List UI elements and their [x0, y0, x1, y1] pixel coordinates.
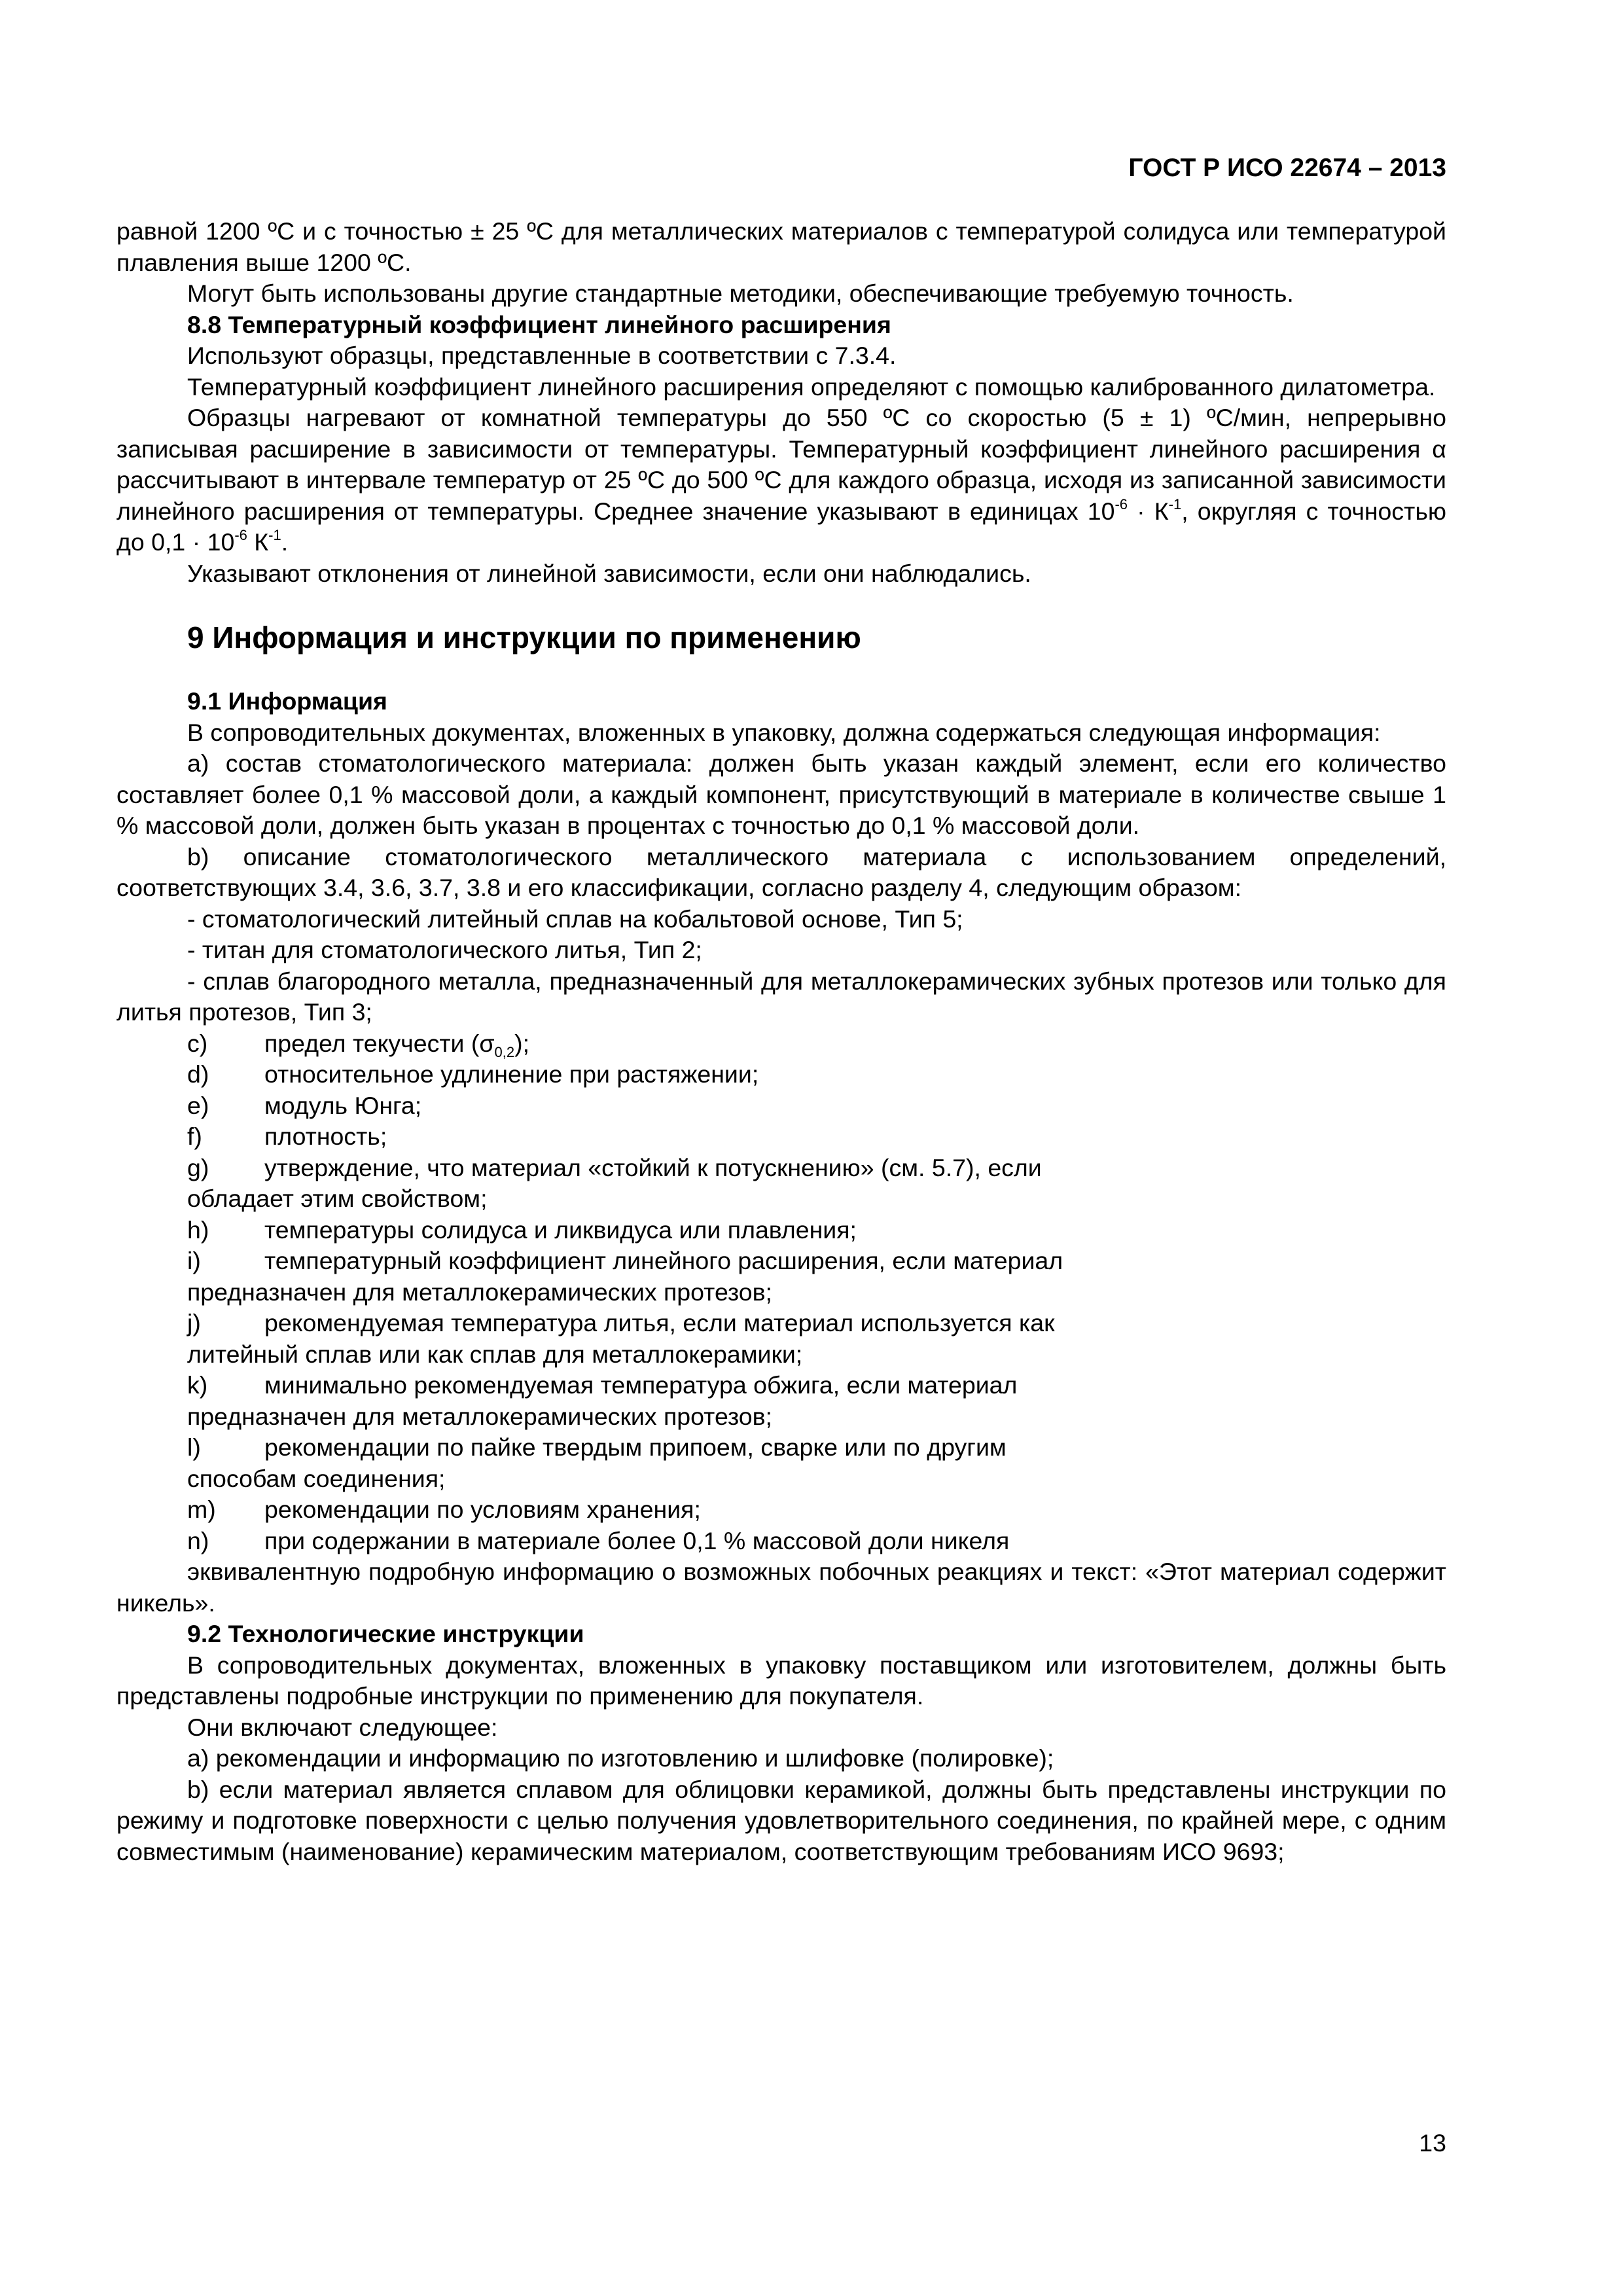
- paragraph: b) если материал является сплавом для облицовки керамикой, должны быть представлены инструкции по режиму и подготовке поверхности с целью получения удовлетворительного соединения, по крайней мере, с одним совместимым (наименование) керамическим материалом, соответствующим требованиям ИСО 9693;: [116, 1775, 1446, 1865]
- list-marker: g): [187, 1153, 209, 1181]
- list-item-l: [116, 1432, 1446, 1463]
- paragraph: Температурный коэффициент линейного расширения определяют с помощью калиброванного дилатометра.: [187, 372, 1436, 401]
- text-run: , округляя с точностью до 0,1 · 10: [116, 497, 1447, 556]
- list-text: рекомендуемая температура литья, если материал используется как: [264, 1309, 1055, 1336]
- paragraph: В сопроводительных документах, вложенных в упаковку поставщиком или изготовителем, должны быть представлены подробные инструкции по применению для покупателя.: [116, 1651, 1446, 1710]
- superscript: -1: [268, 527, 281, 543]
- dash-item: - стоматологический литейный сплав на кобальтовой основе, Тип 5;: [187, 905, 963, 933]
- list-text: рекомендации по пайке твердым припоем, сварке или по другим: [264, 1433, 1007, 1461]
- dash-item: - сплав благородного металла, предназначенный для металлокерамических зубных протезов или только для литья протезов, Тип 3;: [116, 967, 1446, 1026]
- list-continuation: обладает этим свойством;: [187, 1185, 488, 1212]
- list-continuation: эквивалентную подробную информацию о возможных побочных реакциях и текст: «Этот материал содержит никель».: [116, 1558, 1446, 1617]
- paragraph-thermal-expansion: [116, 403, 1446, 558]
- superscript: -6: [1115, 495, 1128, 512]
- list-item-a: a) состав стоматологического материала: должен быть указан каждый элемент, если его количество составляет более 0,1 % массовой доли, а каждый компонент, присутствующий в материале в количестве свыше 1 % массовой доли, должен быть указан в процентах с точностью до 0,1 % массовой доли.: [116, 749, 1446, 839]
- subsection-heading-8-8: 8.8 Температурный коэффициент линейного расширения: [187, 310, 891, 338]
- list-item-b: b) описание стоматологического металлического материала с использованием определений, соответствующих 3.4, 3.6, 3.7, 3.8 и его классификации, согласно разделу 4, следующим образом:: [116, 842, 1446, 901]
- list-text: [264, 1028, 529, 1060]
- page-number: 13: [1419, 2129, 1446, 2157]
- list-item-i: [116, 1246, 1446, 1277]
- text-run: Образцы нагревают от комнатной температуры до 550 ºС со скоростью (5 ± 1) ºС/мин, непрерывно записывая расширение в зависимости от температуры. Температурный коэффициент линейного расширения α рассчитывают в интервале температур от 25 ºС до 500 ºС для каждого образца, исходя из записанной зависимости линейного расширения от температуры. Среднее значение указывают в единицах 10: [116, 404, 1446, 525]
- section-heading-9: 9 Информация и инструкции по применению: [187, 620, 861, 655]
- list-text: относительное удлинение при растяжении;: [264, 1060, 759, 1088]
- text-run: .: [281, 528, 289, 556]
- list-marker: e): [187, 1091, 209, 1119]
- list-item-c: [116, 1028, 1446, 1060]
- text-run: · К: [1128, 497, 1169, 525]
- list-text: модуль Юнга;: [264, 1091, 422, 1119]
- list-continuation: предназначен для металлокерамических протезов;: [187, 1278, 772, 1306]
- paragraph: Используют образцы, представленные в соответствии с 7.3.4.: [187, 342, 897, 369]
- dash-item: - титан для стоматологического литья, Тип 2;: [187, 936, 702, 963]
- subsection-heading-9-2: 9.2 Технологические инструкции: [187, 1620, 584, 1647]
- paragraph: В сопроводительных документах, вложенных в упаковку, должна содержаться следующая информация:: [187, 718, 1381, 746]
- list-item-k: [116, 1370, 1446, 1401]
- list-text: при содержании в материале более 0,1 % массовой доли никеля: [264, 1526, 1010, 1554]
- list-marker: c): [187, 1029, 208, 1057]
- list-continuation: способам соединения;: [187, 1464, 446, 1492]
- list-item-e: [116, 1090, 1446, 1122]
- superscript: -6: [234, 527, 247, 543]
- superscript: -1: [1168, 495, 1182, 512]
- list-marker: l): [187, 1433, 201, 1461]
- list-marker: m): [187, 1496, 216, 1523]
- paragraph: равной 1200 ºС и с точностью ± 25 ºС для металлических материалов с температурой солидуса или температурой плавления выше 1200 ºС.: [116, 217, 1446, 276]
- paragraph: Указывают отклонения от линейной зависимости, если они наблюдались.: [187, 559, 1031, 587]
- list-marker: f): [187, 1122, 202, 1150]
- list-marker: k): [187, 1371, 208, 1399]
- subscript: 0,2: [494, 1043, 515, 1060]
- text-run: );: [514, 1029, 530, 1057]
- list-marker: d): [187, 1060, 209, 1088]
- paragraph: Могут быть использованы другие стандартные методики, обеспечивающие требуемую точность.: [187, 279, 1294, 307]
- list-text: температуры солидуса и ликвидуса или плавления;: [264, 1215, 857, 1244]
- subsection-heading-9-1: 9.1 Информация: [187, 687, 387, 715]
- list-item-j: [116, 1308, 1446, 1339]
- list-item-g: [116, 1153, 1446, 1184]
- list-marker: n): [187, 1526, 209, 1554]
- paragraph: а) рекомендации и информацию по изготовлению и шлифовке (полировке);: [187, 1744, 1054, 1772]
- list-marker: h): [187, 1215, 209, 1244]
- list-item-h: [116, 1215, 1446, 1246]
- document-header: ГОСТ Р ИСО 22674 – 2013: [1128, 154, 1446, 182]
- document-body: [116, 216, 1446, 1867]
- list-item-f: [116, 1121, 1446, 1153]
- list-item-d: [116, 1059, 1446, 1090]
- list-text: плотность;: [264, 1122, 387, 1150]
- list-text: рекомендации по условиям хранения;: [264, 1496, 701, 1523]
- text-run: К: [247, 528, 269, 556]
- list-marker: i): [187, 1247, 201, 1274]
- list-text: минимально рекомендуемая температура обжига, если материал: [264, 1371, 1018, 1399]
- list-continuation: литейный сплав или как сплав для металлокерамики;: [187, 1340, 803, 1368]
- list-marker: j): [187, 1309, 201, 1336]
- text-run: предел текучести (σ: [264, 1029, 495, 1057]
- list-continuation: предназначен для металлокерамических протезов;: [187, 1402, 772, 1430]
- list-text: утверждение, что материал «стойкий к потускнению» (см. 5.7), если: [264, 1153, 1042, 1181]
- list-item-m: [116, 1494, 1446, 1526]
- list-text: температурный коэффициент линейного расширения, если материал: [264, 1247, 1063, 1274]
- list-item-n: [116, 1526, 1446, 1557]
- paragraph: Они включают следующее:: [187, 1713, 498, 1741]
